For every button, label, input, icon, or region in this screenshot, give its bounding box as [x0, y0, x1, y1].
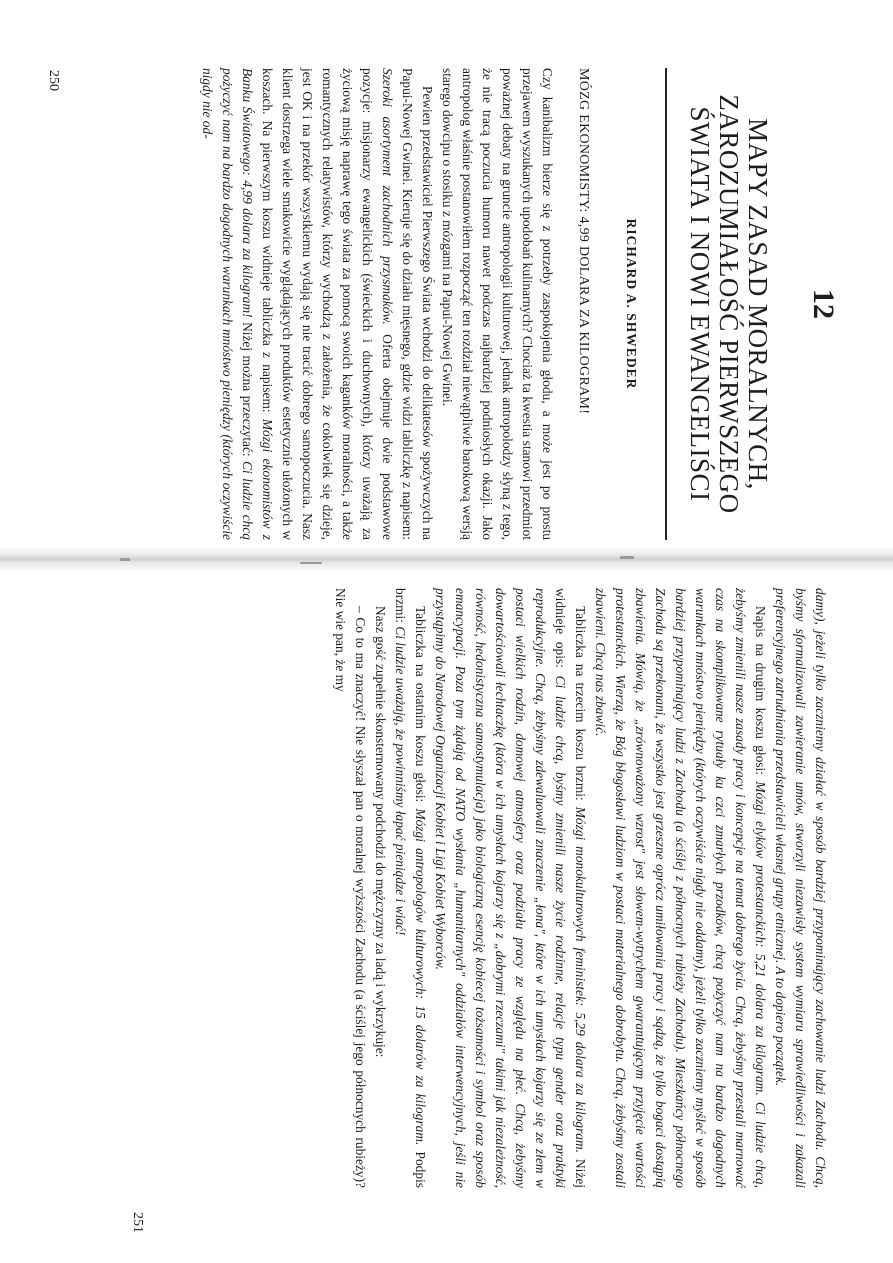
book-page-250: [80, 68, 840, 540]
page-number-250: 250: [46, 70, 61, 91]
italic-run: Ci ludzie chcą pożyczyć nam na bardzo dogodnych warunkach mnóstwo pieniędzy (których oczywiście nigdy nie od-: [200, 68, 255, 540]
paragraph: [197, 68, 437, 540]
text-run: Oferta obejmuje dwie podstawowe pozycje: misjonarzy ewangelickich (świeckich i duchownych), którzy uważają za życiową misję naprawę tego świata za pomocą swoich kaganków moralności, a także romantycznych relatywistów, którzy wychodzą z założenia, że cokolwiek się dzieje, jest OK i na przekór wszystkiemu wydają się nie tracić dobrego samopoczucia. Nasz klient dostrzega wiele smakowicie wyglądających produktów estetycznie ułożonych w koszach. Na pierwszym koszu widnieje tabliczka z napisem:: [260, 68, 395, 540]
paragraph: [390, 588, 430, 1188]
italic-run: Ci ludzie uważają, że powinniśmy łapać pieniądze i wiać!: [393, 626, 408, 936]
chapter-author: RICHARD A. SHWEDER: [624, 218, 639, 390]
paragraph: – Co to ma znaczyć! Nie słyszał pan o moralnej wyższości Zachodu (a ściślej jego północnych rubieży)? Nie wie pan, że my: [333, 588, 368, 1188]
chapter-title-line-3: ŚWIATA I NOWI EWANGELIŚCI: [685, 106, 715, 502]
chapter-title-line-2: ZAROZUMIAŁOŚĆ PIERWSZEGO: [714, 94, 744, 514]
text-run: Niżej widnieje opis:: [553, 588, 588, 1188]
scan-speck: [300, 562, 322, 564]
book-page-251: [70, 588, 830, 1188]
italic-run: Szeroki asortyment zachodnich przysmaków.: [380, 68, 395, 325]
title-rule: [665, 68, 667, 540]
paragraph: Nasz gość zupełnie skonsternowany podchodzi do mężczyzny za ladą i wykrzykuje:: [373, 606, 388, 1058]
scan-speck: [120, 558, 130, 561]
text-run: Napis na drugim koszu głosi:: [753, 606, 768, 782]
text-run: Tabliczka na ostatnim koszu głosi:: [413, 606, 428, 809]
paragraph: Czy kanibalizm bierze się z potrzeby zaspokojenia głodu, a może jest po prostu przejawem wyszukanych upodobań kulinarnych? Chociaż ta kwestia stanowi przedmiot poważnej debaty na gruncie antropologii kulturowej, jednak antropolodzy słyną z tego, że nie tracą poczucia humoru nawet podczas najbardziej podniosłych okazji. Jako antropolog właśnie postanowiłem rozpocząć ten rozdział niewątpliwie barokową wersją starego dowcipu o stosiku z mózgami na Papui-Nowej Gwinei.: [440, 68, 555, 540]
paragraph: [590, 588, 770, 1188]
section-heading: MÓZG EKONOMISTY: 4,99 DOLARA ZA KILOGRAM!: [576, 68, 591, 415]
text-run: Podpis brzmi:: [393, 588, 428, 1189]
text-run: Niżej można przeczytać:: [240, 317, 255, 462]
italic-run: Mózgi elyków protestanckich: 5,21 dolara za kilogram. Ci ludzie chcą, żebyśmy zmienili nasze zasady pracy i koncepcje na temat dobrego życia. Chcą, żebyśmy przestali marnować czas na skomplikowane rytuały ku czci zmarłych przodków, chcą pożyczyć nam na bardzo dogodnych warunkach mnóstwo pieniędzy (których oczywiście nigdy nie oddamy), jeżeli tylko zaczniemy myśleć w sposób bardziej przypominający ludzi z Zachodu (a ściślej z północnych rubieży Zachodu). Mieszkańcy północnego Zachodu są przekonani, że wszystko jest grzeszne oprócz umiłowania pracy i sądzą, że tylko bogaci dostąpią zbawienia. Mówią, że „zrównoważony wzrost" jest słowem-wytrychem gwarantującym przyjęcie wartości protestanckich. Wierzą, że Bóg błogosławi ludziom w postaci materialnego dobrobytu. Chcą, żebyśmy zostali zbawieni. Chcą nas zbawić.: [593, 588, 768, 1188]
italic-run: Mózgi ekonomistów z Banku Światowego: 4,99 dolara za kilogram!: [240, 68, 275, 540]
page-number-251: 251: [130, 1212, 145, 1233]
chapter-number: 12: [807, 289, 840, 319]
paragraph: damy), jeżeli tylko zaczniemy działać w sposób bardziej przypominający zachowanie ludzi Zachodu. Chcą, byśmy sformalizowali zawieranie umów, stworzyli niezawisły system wymiaru sprawiedliwości i zakazali preferencyjnego zatrudniania przedstawicieli własnej grupy etnicznej. A to dopiero początek.: [773, 588, 828, 1188]
paragraph: [430, 588, 590, 1188]
italic-run: Ci ludzie chcą, byśmy zmienili nasze życie rodzinne, relacje typu gender oraz praktyki reprodukcyjne. Chcą, żebyśmy zdewaluowali znaczenie „łona", które w ich umysłach kojarzy się ze złem w postaci wielkich rodzin, domowej atmosfery oraz podziału pracy ze względu na płeć. Chcą, żebyśmy dowartościowali łechtaczkę (która w ich umysłach kojarzy się z „dobrymi rzeczami" takimi jak niezależność, równość, hedonistyczna samostymulacja) jako biologiczną esencję kobiecej tożsamości i symbol oraz sposób emancypacji. Poza tym żądają od NATO wysłania „humanitarnych" oddziałów interwencyjnych, jeśli nie przystąpimy do Narodowej Organizacji Kobiet i Ligi Kobiet Wyborców.: [433, 588, 568, 1188]
text-run: Pewien przedstawiciel Pierwszego Świata wchodzi do delikatesów spożywczych na Papui-Nowej Gwinei. Kieruje się do działu mięsnego, gdzie widzi tabliczkę z napisem:: [400, 68, 435, 540]
italic-run: Mózgi antropologów kulturowych: 15 dolarów za kilogram.: [413, 808, 428, 1146]
text-run: Tabliczka na trzecim koszu brzmi:: [573, 606, 588, 807]
scan-speck: [620, 556, 634, 559]
italic-run: Mózgi monokulturowych feministek: 5,29 dolara za kilogram.: [573, 806, 588, 1154]
book-gutter-shadow: [0, 546, 893, 572]
chapter-title-line-1: MAPY ZASAD MORALNYCH,: [743, 118, 773, 490]
